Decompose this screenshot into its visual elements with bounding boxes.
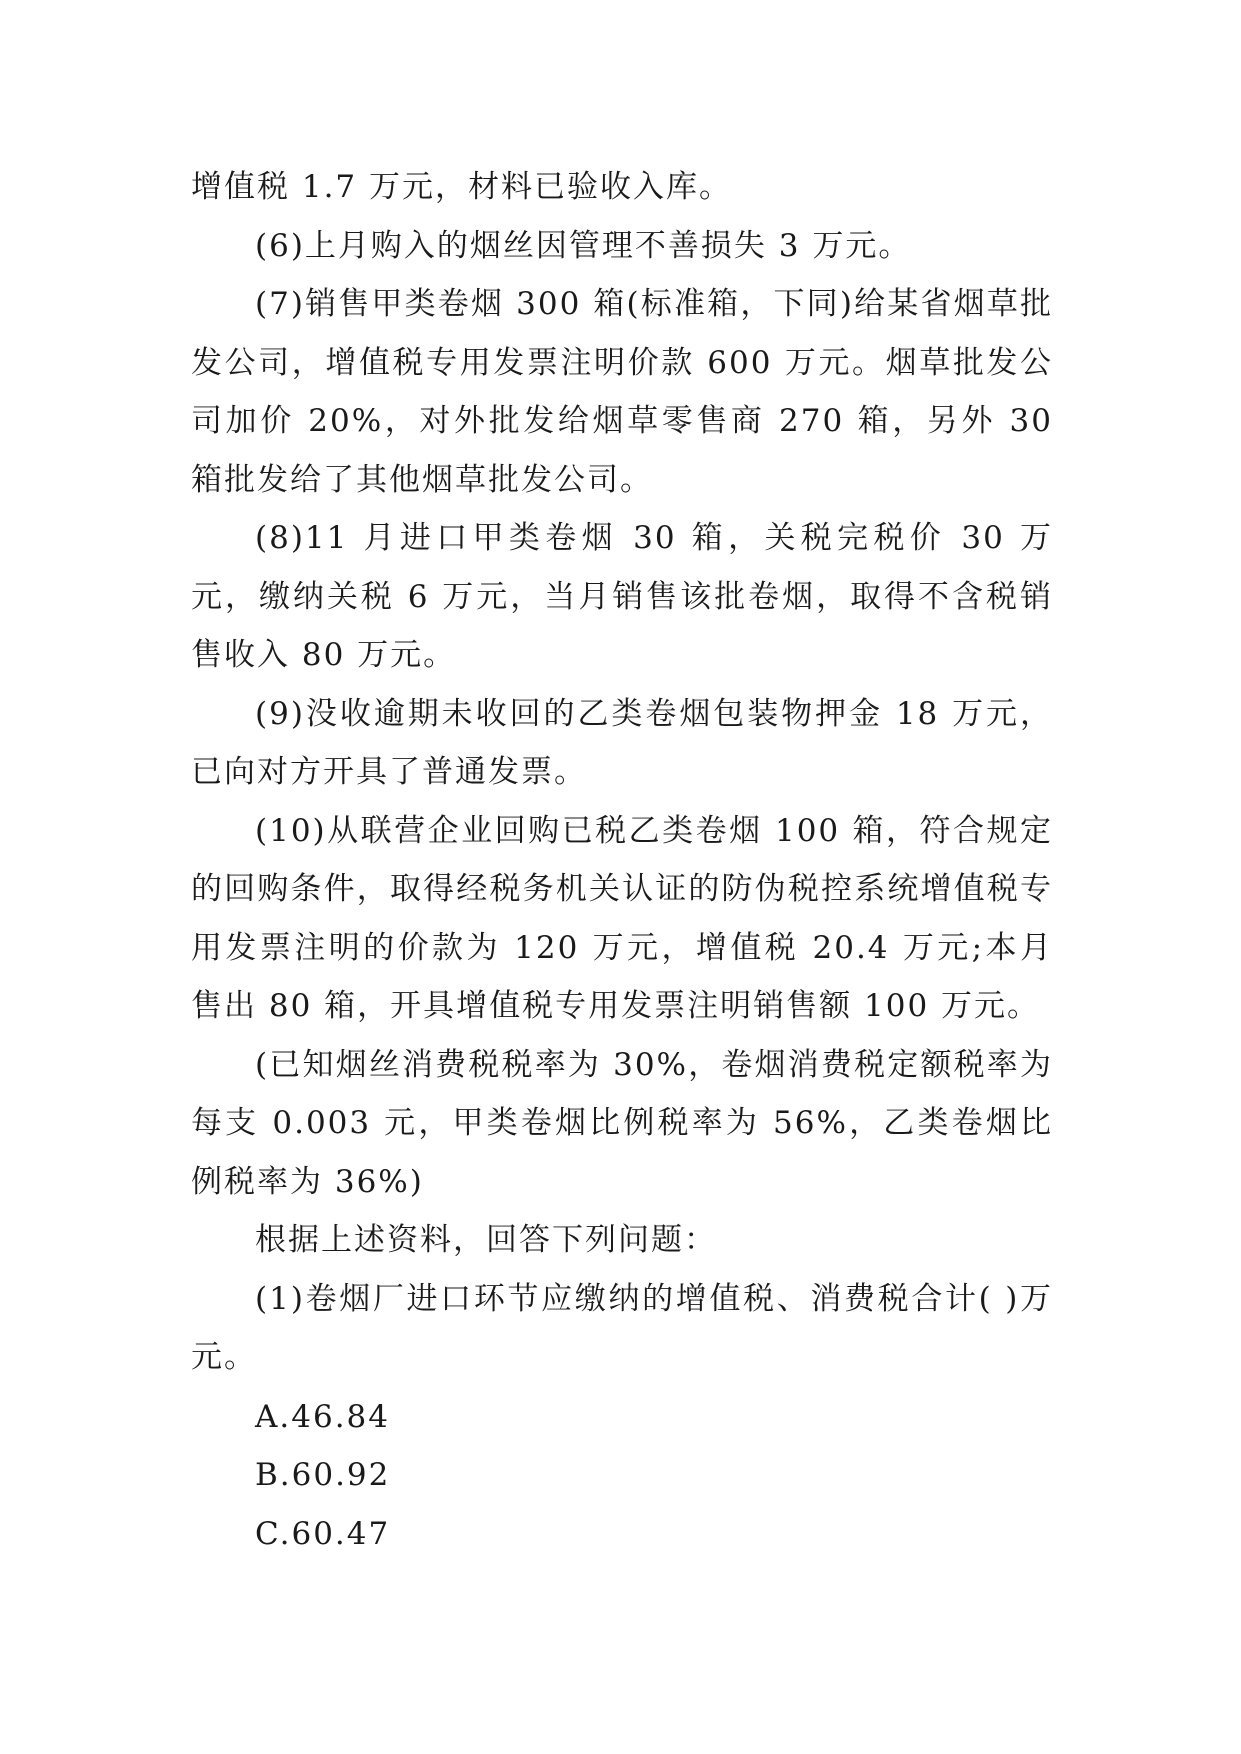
question-1: (1)卷烟厂进口环节应缴纳的增值税、消费税合计( )万元。 xyxy=(191,1280,1053,1375)
paragraph-tax-rates-note: (已知烟丝消费税税率为 30%，卷烟消费税定额税率为每支 0.003 元，甲类卷烟比例税率为 56%，乙类卷烟比例税率为 36%) xyxy=(191,1046,1053,1200)
paragraph-item-10: (10)从联营企业回购已税乙类卷烟 100 箱，符合规定的回购条件，取得经税务机关认证的防伪税控系统增值税专用发票注明的价款为 120 万元，增值税 20.4 万元;本月售出 80 箱，开具增值税专用发票注明销售额 100 万元。 xyxy=(191,812,1053,1024)
answer-options xyxy=(191,1388,1053,1564)
paragraph-item-7: (7)销售甲类卷烟 300 箱(标准箱，下同)给某省烟草批发公司，增值税专用发票注明价款 600 万元。烟草批发公司加价 20%，对外批发给烟草零售商 270 箱，另外 30 箱批发给了其他烟草批发公司。 xyxy=(191,286,1053,498)
paragraph-item-9: (9)没收逾期未收回的乙类卷烟包装物押金 18 万元，已向对方开具了普通发票。 xyxy=(191,695,1053,790)
paragraph-item-6: (6)上月购入的烟丝因管理不善损失 3 万元。 xyxy=(255,227,912,264)
option-a: A.46.84 xyxy=(255,1398,390,1435)
paragraph-instruction: 根据上述资料，回答下列问题： xyxy=(255,1222,717,1258)
option-c: C.60.47 xyxy=(255,1515,391,1552)
paragraph-continuation: 增值税 1.7 万元，材料已验收入库。 xyxy=(191,169,733,205)
document-page xyxy=(191,158,1053,1563)
paragraph-item-8: (8)11 月进口甲类卷烟 30 箱，关税完税价 30 万元，缴纳关税 6 万元，当月销售该批卷烟，取得不含税销售收入 80 万元。 xyxy=(191,520,1053,673)
option-b: B.60.92 xyxy=(255,1457,391,1493)
